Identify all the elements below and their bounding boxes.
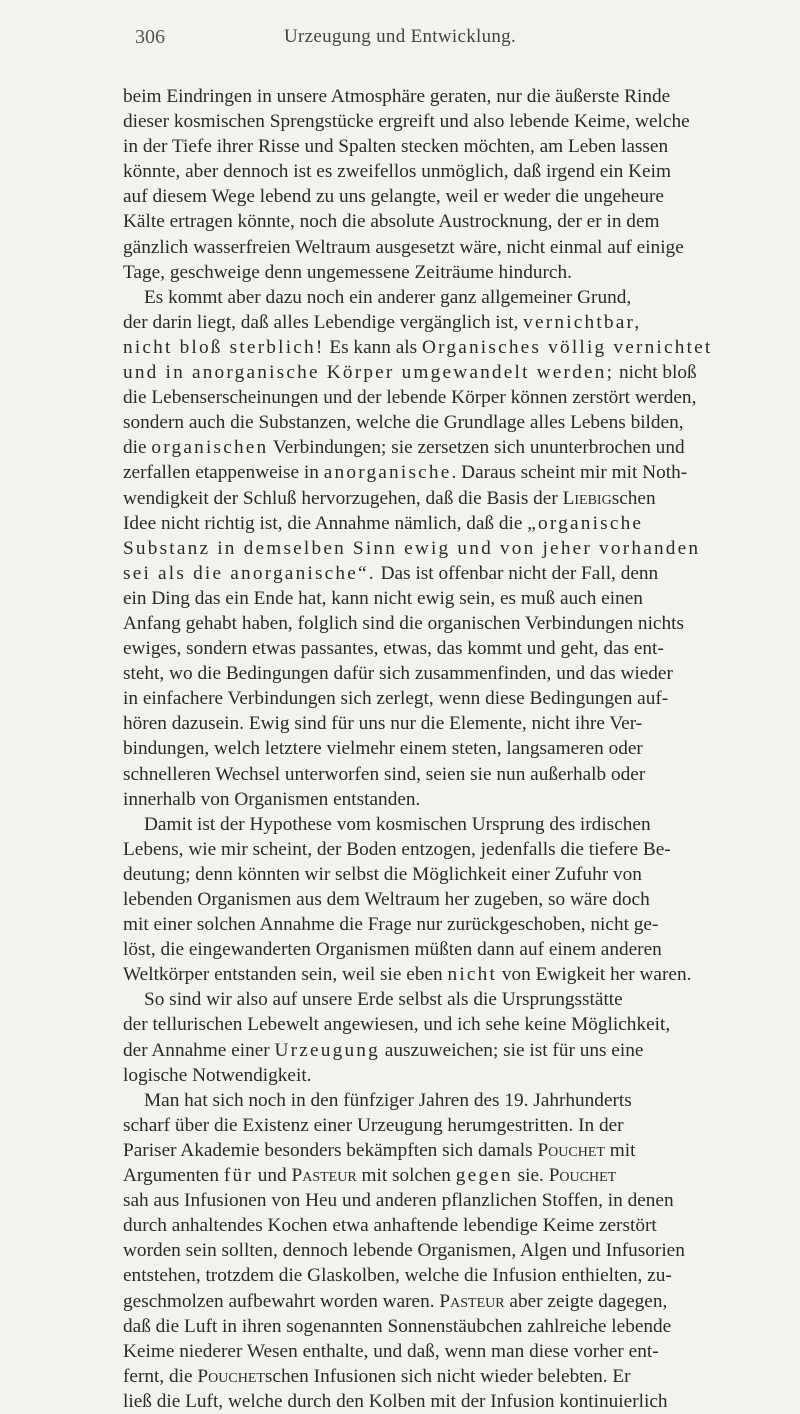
text-line: [123, 661, 719, 686]
spaced-emphasis: „organische: [527, 512, 644, 534]
text-line: [123, 987, 719, 1012]
text-run: und: [252, 1165, 292, 1187]
text-line: [123, 686, 719, 711]
author-name: Pouchet: [197, 1365, 265, 1387]
text-run: Kälte ertragen könnte, noch die absolute Austrocknung, der er in dem: [123, 211, 660, 233]
text-line: [123, 385, 719, 410]
text-line: [123, 310, 719, 335]
text-run: schnelleren Wechsel unterworfen sind, seien sie nun außerhalb oder: [123, 763, 646, 785]
text-run: mit solchen: [356, 1165, 456, 1187]
text-line: [123, 636, 719, 661]
text-line: [123, 184, 719, 209]
text-line: [123, 260, 719, 285]
text-line: [123, 285, 719, 310]
text-run: So sind wir also auf unsere Erde selbst als die Ursprungsstätte: [144, 989, 623, 1011]
text-run: in der Tiefe ihrer Risse und Spalten stecken möchten, am Leben lassen: [123, 136, 669, 158]
spaced-emphasis: vernichtbar,: [523, 311, 642, 333]
text-line: [123, 887, 719, 912]
text-run: mit einer solchen Annahme die Frage nur zurückgeschoben, nicht ge-: [123, 914, 659, 936]
spaced-emphasis: nicht bloß sterblich!: [123, 336, 325, 358]
text-line: [123, 410, 719, 435]
text-run: Es kommt aber dazu noch ein anderer ganz allgemeiner Grund,: [144, 286, 632, 308]
text-run: nicht bloß: [614, 362, 697, 384]
text-run: Man hat sich noch in den fünfziger Jahren des 19. Jahrhunderts: [144, 1089, 632, 1111]
text-line: [123, 1339, 719, 1364]
text-run: Tage, geschweige denn ungemessene Zeiträume hindurch.: [123, 261, 572, 283]
page-header: [0, 22, 800, 56]
text-run: auszuweichen; sie ist für uns eine: [379, 1039, 644, 1061]
text-line: [123, 937, 719, 962]
text-run: mit: [604, 1139, 636, 1161]
text-line: [123, 1063, 719, 1088]
text-run: der tellurischen Lebewelt angewiesen, und ich sehe keine Möglichkeit,: [123, 1014, 671, 1036]
text-line: [123, 109, 719, 134]
text-line: [123, 511, 719, 536]
text-line: [123, 1263, 719, 1288]
spaced-emphasis: gegen: [455, 1165, 513, 1187]
text-line: [123, 1314, 719, 1339]
text-run: löst, die eingewanderten Organismen müßten dann auf einem anderen: [123, 939, 662, 961]
text-run: die Lebenserscheinungen und der lebende Körper können zerstört werden,: [123, 387, 697, 409]
text-line: [123, 1012, 719, 1037]
text-run: ein Ding das ein Ende hat, kann nicht ewig sein, es muß auch einen: [123, 587, 643, 609]
text-line: [123, 486, 719, 511]
text-run: Idee nicht richtig ist, die Annahme nämlich, daß die: [123, 512, 528, 534]
text-line: [123, 586, 719, 611]
text-run: der Annahme einer: [123, 1039, 275, 1061]
text-run: gänzlich wasserfreien Weltraum ausgesetzt wäre, nicht einmal auf einige: [123, 236, 684, 258]
text-line: [123, 1238, 719, 1263]
text-run: lebenden Organismen aus dem Weltraum her zugeben, so wäre doch: [123, 889, 650, 910]
spaced-emphasis: organischen: [151, 437, 269, 459]
text-run: zerfallen etappenweise in: [123, 462, 324, 484]
text-run: beim Eindringen in unsere Atmosphäre geraten, nur die äußerste Rinde: [123, 86, 671, 107]
text-run: Es kann als: [324, 336, 422, 358]
text-line: [123, 159, 719, 184]
text-run: in einfachere Verbindungen sich zerlegt, wenn diese Bedingungen auf-: [123, 688, 669, 710]
text-run: Argumenten: [123, 1165, 224, 1187]
text-run: bindungen, welch letztere vielmehr einem steten, langsameren oder: [123, 738, 643, 760]
text-run: aber zeigte dagegen,: [504, 1290, 668, 1312]
text-run: deutung; denn könnten wir selbst die Möglichkeit einer Zufuhr von: [123, 863, 642, 885]
text-run: durch anhaltendes Kochen etwa anhaftende lebendige Keime zerstört: [123, 1215, 657, 1237]
text-run: . Daraus scheint mir mit Noth-: [451, 462, 688, 484]
text-line: [123, 762, 719, 787]
text-line: [123, 787, 719, 812]
text-run: Lebens, wie mir scheint, der Boden entzogen, jedenfalls die tiefere Be-: [123, 838, 671, 860]
text-run: entstehen, trotzdem die Glaskolben, welche die Infusion enthielten, zu-: [123, 1265, 672, 1287]
text-line: [123, 1138, 719, 1163]
text-run: auf diesem Wege lebend zu uns gelangte, weil er weder die ungeheure: [123, 186, 664, 208]
text-line: [123, 1188, 719, 1213]
text-run: daß die Luft in ihren sogenannten Sonnenstäubchen zahlreiche lebende: [123, 1315, 672, 1337]
text-line: [123, 209, 719, 234]
text-run: Weltkörper entstanden sein, weil sie eben: [123, 964, 448, 986]
text-run: schen: [611, 487, 656, 509]
text-line: [123, 460, 719, 485]
spaced-emphasis: Substanz in demselben Sinn ewig und von jeher vorhanden: [123, 537, 701, 559]
text-line: [123, 134, 719, 159]
author-name: Pasteur: [439, 1290, 505, 1312]
text-line: [123, 360, 719, 385]
text-run: fernt, die: [123, 1365, 198, 1387]
text-line: [123, 536, 719, 561]
text-run: schen Infusionen sich nicht wieder belebten. Er: [264, 1365, 631, 1387]
text-line: [123, 1113, 719, 1138]
spaced-emphasis: für: [223, 1165, 253, 1187]
text-run: Anfang gehabt haben, folglich sind die organischen Verbindungen nichts: [123, 612, 684, 634]
spaced-emphasis: und in anorganische Körper umgewandelt werden;: [123, 362, 615, 384]
text-line: [123, 84, 719, 109]
text-line: [123, 611, 719, 636]
spaced-emphasis: nicht: [447, 964, 498, 986]
text-run: könnte, aber dennoch ist es zweifellos unmöglich, daß irgend ein Keim: [123, 161, 671, 183]
text-line: [123, 235, 719, 260]
text-run: hören dazusein. Ewig sind für uns nur die Elemente, nicht ihre Ver-: [123, 713, 643, 735]
text-line: [123, 1038, 719, 1063]
text-line: [123, 1088, 719, 1113]
page-number: 306: [135, 26, 165, 48]
text-line: [123, 837, 719, 862]
text-line: [123, 1389, 719, 1414]
text-run: Das ist offenbar nicht der Fall, denn: [375, 562, 659, 584]
author-name: Liebig: [562, 487, 612, 509]
spaced-emphasis: sei als die anorganische“.: [123, 562, 376, 584]
text-run: worden sein sollten, dennoch lebende Organismen, Algen und Infusorien: [123, 1240, 685, 1262]
body-text: [123, 84, 719, 1414]
spaced-emphasis: anorganische: [323, 462, 452, 484]
text-line: [123, 812, 719, 837]
spaced-emphasis: Urzeugung: [274, 1039, 380, 1061]
text-line: [123, 1289, 719, 1314]
text-line: [123, 862, 719, 887]
text-line: [123, 435, 719, 460]
text-run: sondern auch die Substanzen, welche die Grundlage alles Lebens bilden,: [123, 412, 684, 434]
running-head: Urzeugung und Entwicklung.: [283, 26, 517, 47]
text-run: von Ewigkeit her waren.: [497, 964, 692, 986]
text-line: [123, 1213, 719, 1238]
text-run: ließ die Luft, welche durch den Kolben mit der Infusion kontinuierlich: [123, 1390, 668, 1412]
text-run: Verbindungen; sie zersetzen sich ununterbrochen und: [268, 437, 685, 459]
text-line: [123, 561, 719, 586]
text-run: innerhalb von Organismen entstanden.: [123, 788, 421, 810]
text-run: die: [123, 437, 152, 459]
text-run: Damit ist der Hypothese vom kosmischen Ursprung des irdischen: [144, 813, 651, 835]
text-run: steht, wo die Bedingungen dafür sich zusammenfinden, und das wieder: [123, 663, 673, 685]
author-name: Pouchet: [537, 1139, 605, 1161]
text-line: [123, 962, 719, 987]
text-run: scharf über die Existenz einer Urzeugung herumgestritten. In der: [123, 1114, 624, 1136]
text-line: [123, 912, 719, 937]
text-run: sah aus Infusionen von Heu und anderen pflanzlichen Stoffen, in denen: [123, 1190, 674, 1212]
text-run: Keime niederer Wesen enthalte, und daß, wenn man diese vorher ent-: [123, 1340, 659, 1362]
text-run: der darin liegt, daß alles Lebendige vergänglich ist,: [123, 311, 524, 333]
text-run: dieser kosmischen Sprengstücke ergreift und also lebende Keime, welche: [123, 111, 690, 133]
text-run: geschmolzen aufbewahrt worden waren.: [123, 1290, 440, 1312]
text-run: Pariser Akademie besonders bekämpften sich damals: [123, 1139, 538, 1161]
text-line: [123, 1163, 719, 1188]
text-line: [123, 335, 719, 360]
text-line: [123, 736, 719, 761]
author-name: Pouchet: [548, 1165, 617, 1187]
text-run: sie.: [512, 1165, 549, 1187]
author-name: Pasteur: [291, 1165, 357, 1187]
text-run: logische Notwendigkeit.: [123, 1064, 312, 1086]
spaced-emphasis: Organisches völlig vernichtet: [421, 336, 713, 358]
text-run: wendigkeit der Schluß hervorzugehen, daß die Basis der: [123, 487, 563, 509]
text-run: ewiges, sondern etwas passantes, etwas, das kommt und geht, das ent-: [123, 638, 664, 660]
text-line: [123, 711, 719, 736]
text-line: [123, 1364, 719, 1389]
